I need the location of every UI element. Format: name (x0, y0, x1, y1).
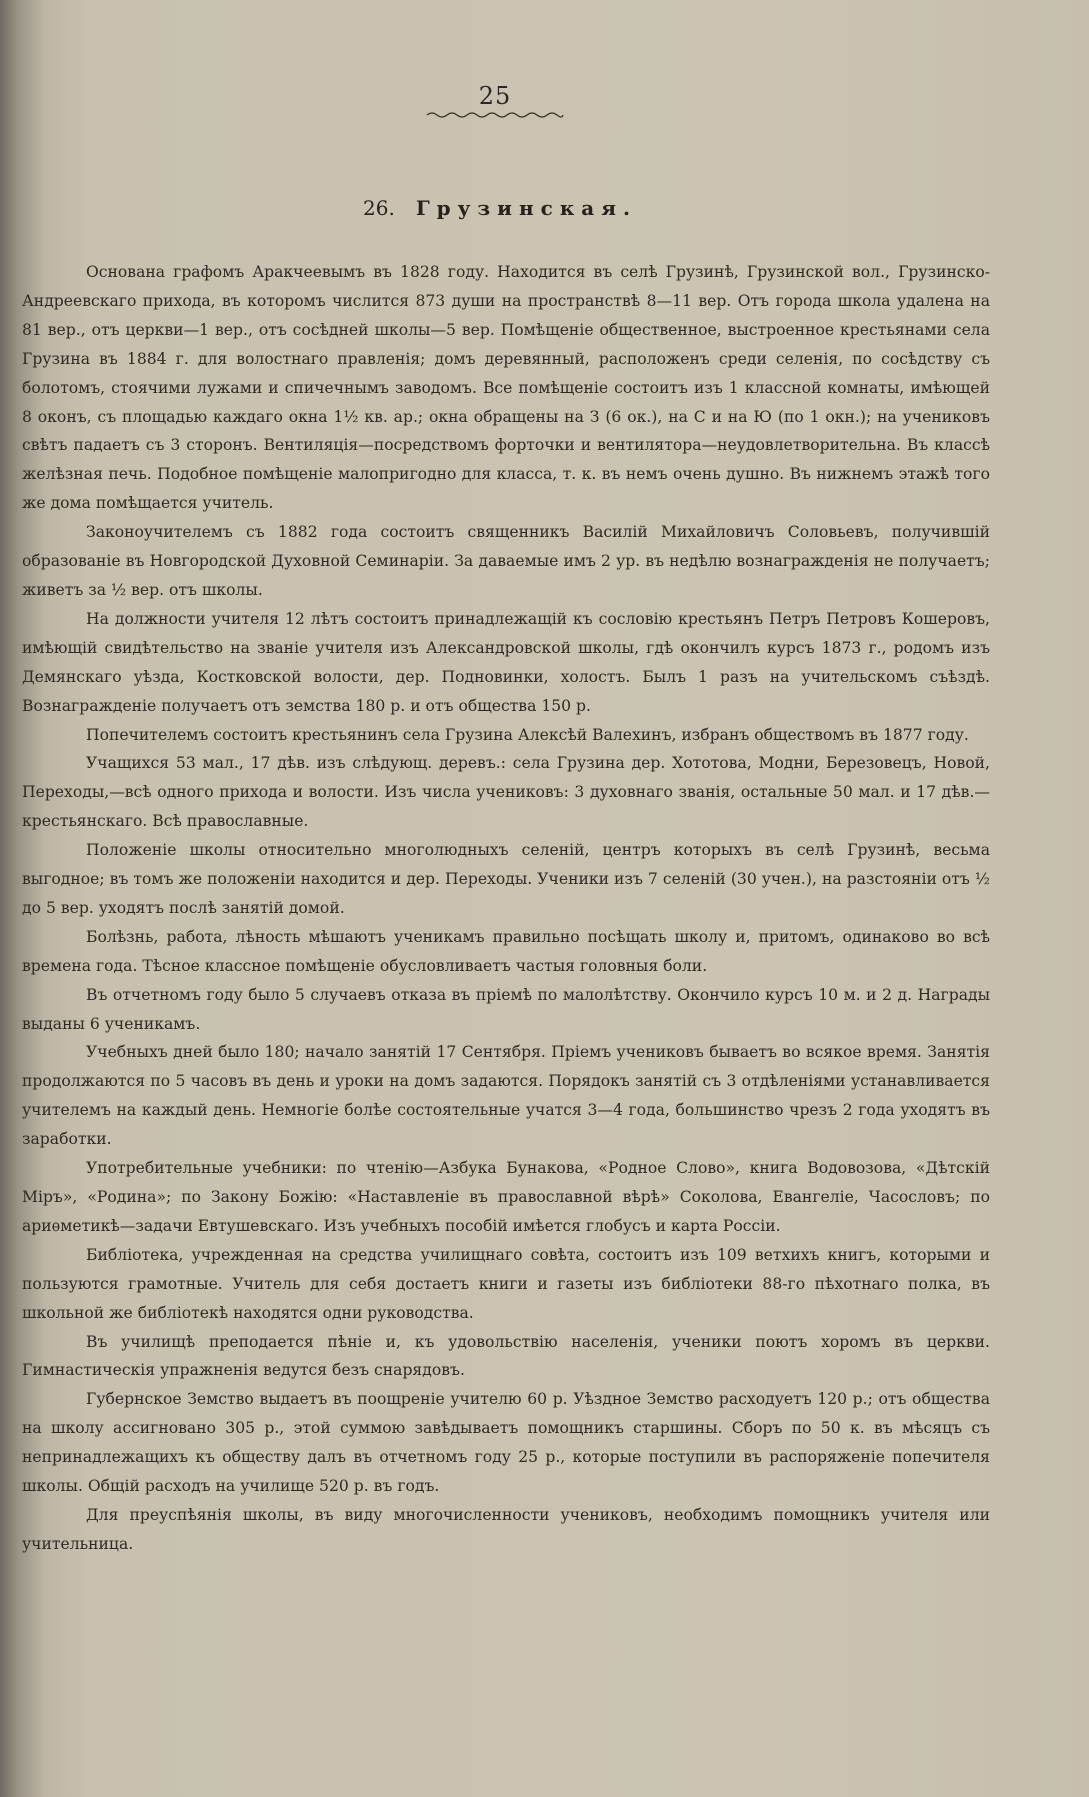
paragraph: Законоучителемъ съ 1882 года состоитъ священникъ Василій Михайловичъ Соловьевъ, получившій образованіе въ Новгородской Духовной Семинаріи. За даваемые имъ 2 ур. въ недѣлю вознагражденія не получаетъ; живетъ за ½ вер. отъ школы. (22, 523, 990, 599)
paragraph: Основана графомъ Аракчеевымъ въ 1828 году. Находится въ селѣ Грузинѣ, Грузинской вол., Грузинско-Андреевскаго прихода, въ которомъ числится 873 души на пространствѣ 8—11 вер. Отъ города школа удалена на 81 вер., отъ церкви—1 вер., отъ сосѣдней школы—5 вер. Помѣщеніе общественное, выстроенное крестьянами села Грузина въ 1884 г. для волостнаго правленія; домъ деревянный, расположенъ среди селенія, по сосѣдству съ болотомъ, стоячими лужами и спичечнымъ заводомъ. Все помѣщеніе состоитъ изъ 1 классной комнаты, имѣющей 8 оконъ, съ площадью каждаго окна 1½ кв. ар.; окна обращены на З (6 ок.), на С и на Ю (по 1 окн.); на учениковъ свѣтъ падаетъ съ 3 сторонъ. Вентиляція—посредствомъ форточки и вентилятора—неудовлетворительна. Въ классѣ желѣзная печь. Подобное помѣщеніе малопригодно для класса, т. к. въ немъ очень душно. Въ нижнемъ этажѣ того же дома помѣщается учитель. (22, 263, 990, 513)
paragraph: Учебныхъ дней было 180; начало занятій 17 Сентября. Пріемъ учениковъ бываетъ во всякое время. Занятія продолжаются по 5 часовъ въ день и уроки на домъ задаются. Порядокъ занятій съ 3 отдѣленіями устанавливается учителемъ на каждый день. Немногіе болѣе состоятельные учатся 3—4 года, большинство чрезъ 2 года уходятъ въ заработки. (22, 1043, 990, 1149)
paragraph: Губернское Земство выдаетъ въ поощреніе учителю 60 р. Уѣздное Земство расходуетъ 120 р.; отъ общества на школу ассигновано 305 р., этой суммою завѣдываетъ помощникъ старшины. Сборъ по 50 к. въ мѣсяцъ съ непринадлежащихъ къ обществу далъ въ отчетномъ году 25 р., которые поступили въ распоряженіе попечителя школы. Общій расходъ на училище 520 р. въ годъ. (22, 1390, 990, 1496)
section-title: Грузинская. (415, 196, 637, 220)
paragraph: Употребительные учебники: по чтенію—Азбука Бунакова, «Родное Слово», книга Водовозова, «Дѣтскій Міръ», «Родина»; по Закону Божію: «Наставленіе въ православной вѣрѣ» Соколова, Евангеліе, Часословъ; по ариѳметикѣ—задачи Евтушевскаго. Изъ учебныхъ пособій имѣется глобусъ и карта Россіи. (22, 1159, 990, 1235)
paragraph: Попечителемъ состоитъ крестьянинъ села Грузина Алексѣй Валехинъ, избранъ обществомъ въ 1877 году. (86, 725, 969, 744)
body-text (22, 258, 990, 1559)
paragraph: Болѣзнь, работа, лѣность мѣшаютъ ученикамъ правильно посѣщать школу и, притомъ, одинаково во всѣ времена года. Тѣсное классное помѣщеніе обусловливаетъ частыя головныя боли. (22, 927, 990, 975)
paragraph: Учащихся 53 мал., 17 дѣв. изъ слѣдующ. деревъ.: села Грузина дер. Хототова, Модни, Березовецъ, Новой, Переходы,—всѣ одного прихода и волости. Изъ числа учениковъ: 3 духовнаго званія, остальные 50 мал. и 17 дѣв.—крестьянскаго. Всѣ православные. (22, 754, 990, 831)
page-number: 25 (478, 82, 512, 110)
section-heading (0, 196, 1000, 220)
paragraph: Библіотека, учрежденная на средства училищнаго совѣта, состоитъ изъ 109 ветхихъ книгъ, которыми и пользуются грамотные. Учитель для себя достаетъ книги и газеты изъ библіотеки 88-го пѣхотнаго полка, въ школьной же библіотекѣ находятся одни руководства. (22, 1245, 990, 1322)
section-number: 26. (363, 196, 395, 220)
paragraph: Въ отчетномъ году было 5 случаевъ отказа въ пріемѣ по малолѣтству. Окончило курсъ 10 м. и 2 д. Награды выданы 6 ученикамъ. (22, 985, 990, 1033)
ornament-divider (425, 110, 565, 120)
paragraph: Въ училищѣ преподается пѣніе и, къ удовольствію населенія, ученики поютъ хоромъ въ церкви. Гимнастическія упражненія ведутся безъ снарядовъ. (22, 1332, 990, 1380)
paragraph: Для преуспѣянія школы, въ виду многочисленности учениковъ, необходимъ помощникъ учителя или учительница. (22, 1505, 990, 1553)
paragraph: Положеніе школы относительно многолюдныхъ селеній, центръ которыхъ въ селѣ Грузинѣ, весьма выгодное; въ томъ же положеніи находится и дер. Переходы. Ученики изъ 7 селеній (30 учен.), на разстояніи отъ ½ до 5 вер. уходятъ послѣ занятій домой. (22, 841, 990, 917)
paragraph: На должности учителя 12 лѣтъ состоитъ принадлежащій къ сословію крестьянъ Петръ Петровъ Кошеровъ, имѣющій свидѣтельство на званіе учителя изъ Александровской школы, гдѣ окончилъ курсъ 1873 г., родомъ изъ Демянскаго уѣзда, Костковской волости, дер. Подновинки, холостъ. Былъ 1 разъ на учительскомъ съѣздѣ. Вознагражденіе получаетъ отъ земства 180 р. и отъ общества 150 р. (22, 609, 990, 715)
